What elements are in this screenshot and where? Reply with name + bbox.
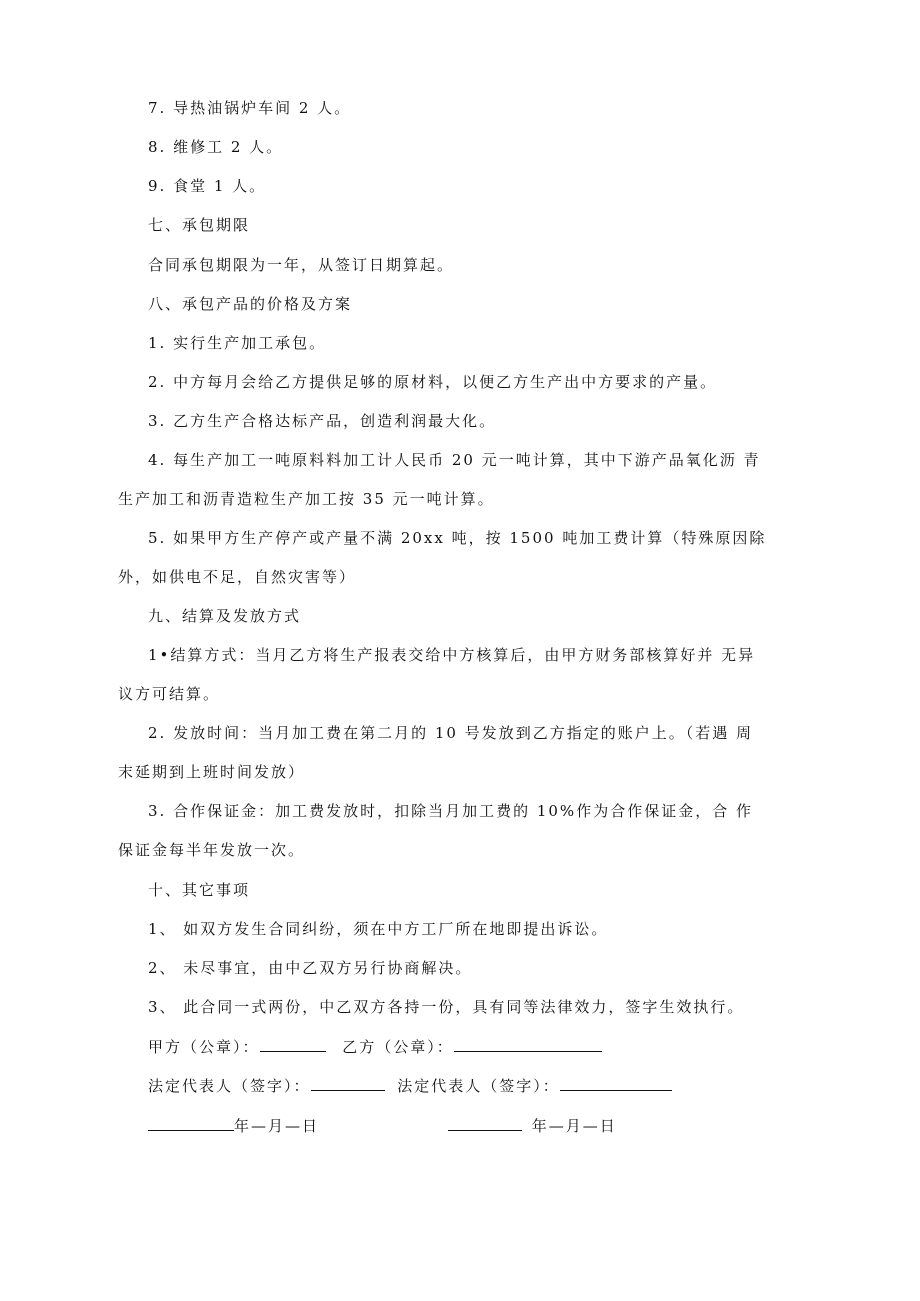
signature-date-row: [148, 1116, 617, 1136]
line-item-10-1: 1、 如双方发生合同纠纷，须在中方工厂所在地即提出诉讼。: [148, 920, 609, 938]
line-item-10-3: 3、 此合同一式两份，中乙双方各持一份，具有同等法律效力，签字生效执行。: [148, 998, 745, 1016]
rep-a-label: 法定代表人（签字）：: [148, 1077, 311, 1095]
line-item-8-2: 2. 中方每月会给乙方提供足够的原材料，以便乙方生产出中方要求的产量。: [148, 373, 718, 391]
line-item-9-3-cont: 保证金每半年发放一次。: [118, 841, 306, 859]
line-item-9-1-cont: 议方可结算。: [118, 685, 221, 703]
line-item-8-4-cont: 生产加工和沥青造粒生产加工按 35 元一吨计算。: [118, 490, 495, 508]
line-staff-canteen: 9. 食堂 1 人。: [148, 177, 267, 195]
line-item-8-3: 3. 乙方生产合格达标产品，创造利润最大化。: [148, 412, 497, 430]
party-a-seal-blank[interactable]: [260, 1037, 326, 1052]
line-staff-boiler: 7. 导热油锅炉车间 2 人。: [148, 99, 352, 117]
line-item-8-4: 4. 每生产加工一吨原料料加工计人民币 20 元一吨计算，其中下游产品氧化沥 青: [148, 451, 761, 469]
rep-a-sign-blank[interactable]: [311, 1076, 385, 1091]
signature-rep-row: [148, 1076, 672, 1096]
party-b-seal-blank[interactable]: [454, 1037, 602, 1052]
rep-b-sign-blank[interactable]: [560, 1076, 672, 1091]
line-item-9-3: 3. 合作保证金：加工费发放时，扣除当月加工费的 10%作为合作保证金，合 作: [148, 802, 753, 820]
line-item-9-2: 2. 发放时间：当月加工费在第二月的 10 号发放到乙方指定的账户上。（若遇 周: [148, 724, 753, 742]
line-item-8-1: 1. 实行生产加工承包。: [148, 334, 327, 352]
rep-b-label: 法定代表人（签字）：: [397, 1077, 560, 1095]
date-a-blank[interactable]: [148, 1116, 234, 1131]
party-a-seal-label: 甲方（公章）：: [148, 1038, 260, 1056]
heading-section-8: 八、承包产品的价格及方案: [148, 295, 353, 313]
line-item-10-2: 2、 未尽事宜，由中乙双方另行协商解决。: [148, 959, 473, 977]
heading-section-10: 十、其它事项: [148, 881, 251, 899]
line-item-8-5-cont: 外，如供电不足，自然灾害等）: [118, 568, 357, 586]
line-item-8-5: 5. 如果甲方生产停产或产量不满 20xx 吨，按 1500 吨加工费计算（特殊原因除: [148, 529, 767, 547]
date-b-blank[interactable]: [448, 1116, 522, 1131]
date-b-label: 年—月—日: [531, 1117, 617, 1135]
signature-seal-row: [148, 1037, 602, 1057]
line-item-9-2-cont: 末延期到上班时间发放）: [118, 763, 306, 781]
heading-section-7: 七、承包期限: [148, 216, 251, 234]
line-term: 合同承包期限为一年，从签订日期算起。: [148, 256, 455, 274]
line-staff-repair: 8. 维修工 2 人。: [148, 138, 284, 156]
party-b-seal-label: 乙方（公章）：: [342, 1038, 454, 1056]
date-a-label: 年—月—日: [234, 1117, 320, 1135]
heading-section-9: 九、结算及发放方式: [148, 607, 302, 625]
line-item-9-1: 1•结算方式：当月乙方将生产报表交给中方核算后，由甲方财务部核算好并 无异: [148, 646, 756, 664]
